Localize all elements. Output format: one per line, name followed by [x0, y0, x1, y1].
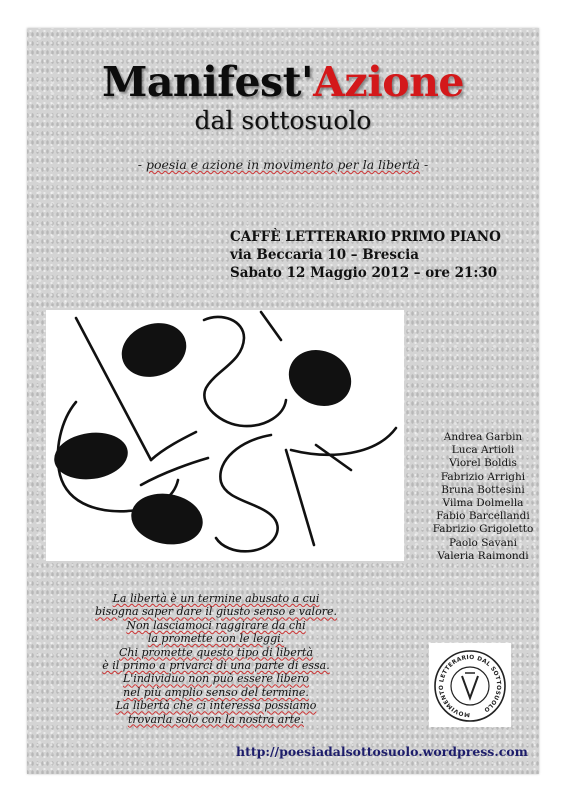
- manifesto-quote: [76, 592, 356, 726]
- movement-seal-icon: [429, 643, 511, 727]
- quote-line: nel più amplio senso del termine.: [123, 685, 309, 699]
- poet-name: Bruna Bottesini: [441, 483, 525, 496]
- poet-name: Viorel Boldis: [449, 457, 517, 470]
- poets-list: [414, 431, 552, 563]
- website-link[interactable]: http://poesiadalsottosuolo.wordpress.com: [236, 744, 528, 759]
- poet-name: Valeria Raimondi: [437, 549, 529, 562]
- poet-name: Vilma Dolmella: [442, 497, 524, 510]
- quote-line: La libertà che ci interessa possiamo: [115, 699, 317, 713]
- quote-line: Chi promette questo tipo di libertà: [118, 645, 314, 659]
- poet-name: Andrea Garbin: [443, 431, 523, 443]
- movement-logo: [429, 643, 511, 727]
- event-details: [230, 228, 501, 282]
- title-part-black: Manifest': [101, 58, 314, 106]
- poster-subtitle: dal sottosuolo: [194, 106, 372, 135]
- quote-line: La libertà è un termine abusato a cui: [112, 592, 320, 605]
- tagline-dash-right: -: [420, 157, 429, 172]
- quote-line: L'individuo non può essere libero: [122, 672, 310, 686]
- poet-name: Fabrizio Grigoletto: [432, 523, 534, 536]
- poet-name: Fabrizio Arrighi: [440, 470, 526, 483]
- quote-line: Non lasciamoci raggirare da chi: [126, 618, 306, 632]
- event-address: via Beccaria 10 – Brescia: [230, 247, 420, 263]
- poet-name: Luca Artioli: [451, 444, 515, 457]
- title-part-red: Azione: [313, 58, 465, 106]
- tagline-dash-left: -: [137, 157, 146, 172]
- tagline-text: poesia e azione in movimento per la libertà: [145, 157, 421, 172]
- poesy-calligraphy-icon: [46, 310, 404, 561]
- seal-text: MOVIMENTO LETTERARIO DAL SOTTOSUOLO: [438, 654, 502, 718]
- event-datetime: Sabato 12 Maggio 2012 – ore 21:30: [230, 265, 498, 281]
- poet-name: Paolo Savani: [449, 536, 517, 549]
- poet-name: Fabio Barcellandi: [436, 510, 530, 523]
- quote-line: è il primo a privarci di una parte di essa.: [102, 659, 330, 673]
- event-venue: CAFFÈ LETTERARIO PRIMO PIANO: [230, 229, 501, 245]
- poesy-artwork: [46, 310, 404, 561]
- poster-title: [0, 58, 566, 106]
- quote-line: trovarla solo con la nostra arte.: [127, 712, 305, 726]
- quote-line: la promette con le leggi.: [147, 632, 285, 646]
- tagline: [0, 157, 566, 172]
- quote-line: bisogna saper dare il giusto senso e valore.: [95, 605, 337, 619]
